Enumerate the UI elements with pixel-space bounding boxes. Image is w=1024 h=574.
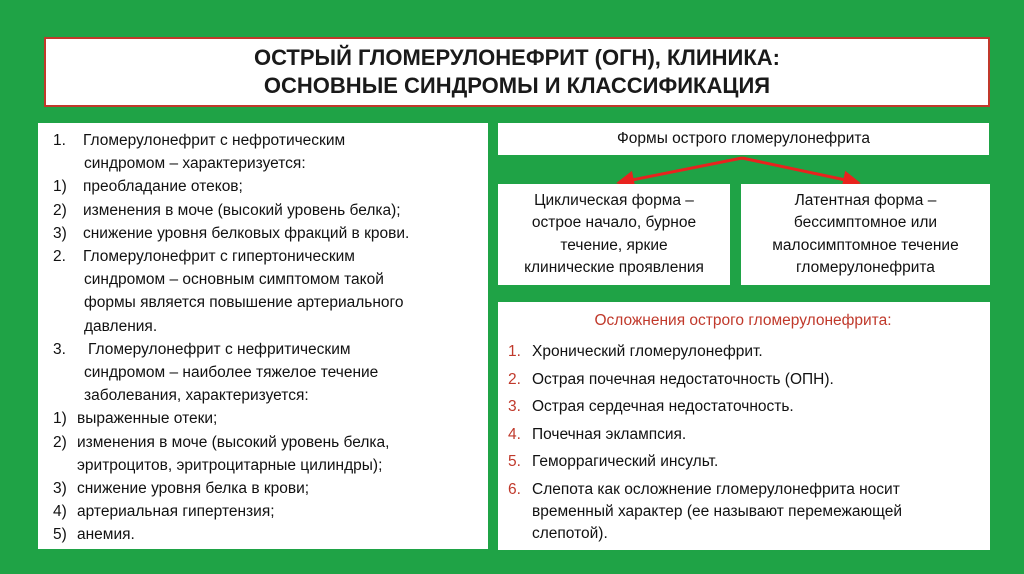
syndrome-3-item [53, 431, 480, 454]
syndrome-2-line-1: Гломерулонефрит с гипертоническим [83, 248, 355, 266]
item-text: преобладание отеков; [83, 178, 243, 196]
complication-number: 2. [508, 370, 521, 388]
cyclic-line: острое начало, бурное [531, 214, 697, 231]
complication-text: Острая сердечная недостаточность. [532, 398, 794, 415]
item-text: изменения в моче (высокий уровень белка, [77, 433, 390, 451]
arrow-to-latent [742, 158, 855, 182]
syndrome-3-line-2: синдромом – наиболее тяжелое течение [84, 364, 379, 382]
latent-line: бессимптомное или [793, 214, 938, 231]
complication-item [508, 369, 978, 391]
complications-panel [498, 302, 990, 550]
syndrome-3-number: 3. [53, 340, 66, 358]
item-number: 3) [53, 480, 67, 498]
latent-form-box [741, 184, 990, 285]
title-line-1: ОСТРЫЙ ГЛОМЕРУЛОНЕФРИТ (ОГН), КЛИНИКА: [253, 45, 781, 70]
complication-item [508, 424, 978, 446]
item-text: анемия. [77, 526, 135, 544]
syndrome-3-item [53, 407, 480, 430]
cyclic-line: клинические проявления [524, 259, 704, 276]
cyclic-form-box [498, 184, 730, 285]
cyclic-line: Циклическая форма – [534, 191, 694, 209]
syndrome-3-line-1: Гломерулонефрит с нефритическим [88, 340, 351, 358]
syndrome-2 [53, 245, 480, 268]
complication-item [508, 341, 978, 363]
complication-number: 4. [508, 425, 521, 443]
syndrome-1-number: 1. [53, 132, 66, 149]
complication-number: 3. [508, 398, 521, 415]
complication-text: Слепота как осложнение гломерулонефрита носит временный характер (ее называют перемежающей слепотой). [532, 480, 903, 542]
item-number: 4) [53, 503, 67, 521]
item-text: выраженные отеки; [77, 410, 218, 428]
item-number: 2) [53, 201, 67, 219]
arrow-to-cyclic [622, 158, 742, 182]
syndrome-1-line-1: Гломерулонефрит с нефротическим [83, 132, 346, 149]
syndrome-2-line-4: давления. [84, 317, 158, 335]
syndrome-3-item-continuation: эритроцитов, эритроцитарные цилиндры); [77, 456, 383, 474]
syndrome-1-item [53, 175, 480, 198]
item-number: 1) [53, 410, 67, 428]
syndrome-1-item [53, 222, 480, 245]
syndrome-2-number: 2. [53, 248, 66, 266]
item-number: 5) [53, 526, 67, 544]
syndrome-1 [53, 129, 480, 152]
item-number: 3) [53, 224, 67, 242]
complication-text: Геморрагический инсульт. [532, 453, 719, 470]
complication-text: Почечная эклампсия. [532, 425, 687, 443]
complication-item [508, 396, 978, 418]
syndrome-1-line-2: синдромом – характеризуется: [84, 155, 306, 173]
latent-line: Латентная форма – [794, 191, 937, 209]
item-text: артериальная гипертензия; [77, 503, 275, 521]
syndrome-2-line-2: синдромом – основным симптомом такой [84, 271, 384, 289]
syndrome-2-line-3: формы является повышение артериального [84, 294, 404, 312]
complication-item [508, 451, 978, 473]
item-number: 2) [53, 433, 67, 451]
cyclic-line: течение, яркие [560, 236, 668, 254]
complication-number: 1. [508, 343, 521, 360]
forms-header [498, 123, 989, 155]
item-number: 1) [53, 178, 67, 196]
complications-title: Осложнения острого гломерулонефрита: [594, 312, 892, 329]
syndrome-3-item [53, 523, 480, 546]
item-text: снижение уровня белка в крови; [77, 480, 310, 498]
complication-item [508, 479, 978, 545]
item-text: изменения в моче (высокий уровень белка); [83, 201, 401, 219]
complication-text: Хронический гломерулонефрит. [532, 343, 763, 360]
forms-header-text: Формы острого гломерулонефрита [617, 130, 870, 147]
complication-number: 6. [508, 480, 521, 498]
syndromes-panel [38, 123, 488, 549]
syndrome-3-line-3: заболевания, характеризуется: [84, 387, 309, 405]
complication-number: 5. [508, 453, 521, 470]
item-text: снижение уровня белковых фракций в крови. [83, 224, 410, 242]
title-line-2: ОСНОВНЫЕ СИНДРОМЫ И КЛАССИФИКАЦИЯ [263, 73, 771, 98]
title-box [44, 37, 990, 107]
latent-line: гломерулонефрита [796, 259, 935, 276]
syndrome-1-item [53, 199, 480, 222]
latent-line: малосимптомное течение [772, 236, 959, 254]
syndrome-3 [53, 338, 480, 361]
syndrome-3-item [53, 500, 480, 523]
syndrome-3-item [53, 477, 480, 500]
complication-text: Острая почечная недостаточность (ОПН). [532, 370, 834, 388]
